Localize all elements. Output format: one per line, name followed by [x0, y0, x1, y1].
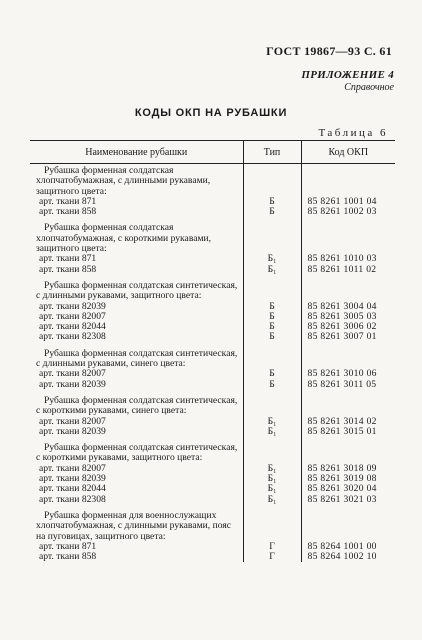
item-type: Б₁: [243, 427, 301, 437]
item-code: 85 8261 3007 01: [301, 332, 395, 342]
group-description: [30, 279, 243, 302]
item-type: Б: [243, 369, 301, 379]
appendix-label: ПРИЛОЖЕНИЕ 4: [301, 69, 394, 81]
group-description-text: Рубашка форменная для военнослужащих хлопчатобумажная, с длинными рукавами, пояс на пуговицах, защитного цвета:: [36, 509, 231, 542]
item-code: 85 8261 1010 03: [301, 254, 395, 264]
table-row: [30, 265, 395, 275]
item-type: Б₁: [243, 464, 301, 474]
group-description-row: [30, 509, 395, 542]
item-code: 85 8261 3011 05: [301, 380, 395, 390]
group-description-text: Рубашка форменная солдатская синтетическая, с длинными рукавами, защитного цвета:: [36, 279, 238, 302]
empty-cell: [301, 347, 395, 370]
table-row: [30, 552, 395, 562]
group-description: [30, 221, 243, 254]
item-code: 85 8261 3014 02: [301, 417, 395, 427]
item-name: арт. ткани 82039: [39, 300, 106, 312]
group-description: [30, 164, 243, 197]
table-body: [30, 164, 395, 563]
column-header-code: Код ОКП: [301, 141, 395, 164]
group-description-row: [30, 279, 395, 302]
item-name: арт. ткани 82007: [39, 310, 106, 322]
item-code: 85 8261 3004 04: [301, 302, 395, 312]
empty-cell: [243, 279, 301, 302]
item-type: Б: [243, 197, 301, 207]
group-description-text: Рубашка форменная солдатская синтетическая, с короткими рукавами, синего цвета:: [36, 394, 238, 417]
item-code: 85 8261 3015 01: [301, 427, 395, 437]
item-name: арт. ткани 82044: [39, 483, 106, 495]
empty-cell: [301, 279, 395, 302]
item-type: Г: [243, 552, 301, 562]
item-type: Б: [243, 322, 301, 332]
group-description: [30, 509, 243, 542]
item-code: 85 8261 3018 09: [301, 464, 395, 474]
item-name: арт. ткани 82007: [39, 462, 106, 474]
item-type: Б₁: [243, 484, 301, 494]
table-label: Таблица 6: [318, 127, 388, 139]
empty-cell: [243, 221, 301, 254]
item-type: Б₁: [243, 265, 301, 275]
item-type: Б₁: [243, 495, 301, 505]
item-code: 85 8261 3010 06: [301, 369, 395, 379]
group-description-text: Рубашка форменная солдатская синтетическая, с короткими рукавами, защитного цвета:: [36, 442, 238, 464]
item-name: арт. ткани 858: [39, 206, 97, 218]
empty-cell: [301, 394, 395, 417]
item-name: арт. ткани 82007: [39, 415, 106, 427]
item-name: арт. ткани 82044: [39, 321, 106, 333]
item-type: Б: [243, 380, 301, 390]
item-name: арт. ткани 82308: [39, 331, 106, 343]
page-title: КОДЫ ОКП НА РУБАШКИ: [134, 107, 288, 119]
item-name: арт. ткани 871: [39, 540, 97, 552]
table-row: [30, 427, 395, 437]
group-description: [30, 394, 243, 417]
empty-cell: [301, 441, 395, 464]
empty-cell: [243, 347, 301, 370]
item-name: арт. ткани 82308: [39, 493, 106, 505]
empty-cell: [301, 164, 395, 197]
empty-cell: [301, 509, 395, 542]
item-name: арт. ткани 871: [39, 195, 97, 207]
item-code: 85 8261 3006 02: [301, 322, 395, 332]
group-description: [30, 441, 243, 464]
okp-codes-table: [30, 140, 395, 562]
group-description-text: Рубашка форменная солдатская синтетическая, с длинными рукавами, синего цвета:: [36, 347, 238, 370]
empty-cell: [243, 509, 301, 542]
item-code: 85 8264 1002 10: [301, 552, 395, 562]
item-name: арт. ткани 82007: [39, 368, 106, 380]
column-header-type: Тип: [243, 141, 301, 164]
group-description-row: [30, 394, 395, 417]
group-description-row: [30, 347, 395, 370]
group-description-row: [30, 221, 395, 254]
item-name: арт. ткани 82039: [39, 473, 106, 485]
item-type: Б₁: [243, 254, 301, 264]
item-name: арт. ткани 858: [39, 551, 97, 563]
table-row: [30, 495, 395, 505]
item-type: Б: [243, 302, 301, 312]
table-row: [30, 332, 395, 342]
item-code: 85 8261 1001 04: [301, 197, 395, 207]
item-code: 85 8261 3019 08: [301, 474, 395, 484]
item-code: 85 8261 1011 02: [301, 265, 395, 275]
item-type: Б₁: [243, 474, 301, 484]
item-code: 85 8261 3005 03: [301, 312, 395, 322]
group-description-row: [30, 164, 395, 197]
empty-cell: [301, 221, 395, 254]
item-name: арт. ткани 82039: [39, 378, 106, 390]
item-code: 85 8264 1001 00: [301, 542, 395, 552]
item-type: Б₁: [243, 417, 301, 427]
group-description-text: Рубашка форменная солдатская хлопчатобумажная, с длинными рукавами, защитного цвета:: [36, 165, 211, 197]
table-row: [30, 207, 395, 217]
appendix-note: Справочное: [344, 82, 394, 93]
item-type: Б: [243, 312, 301, 322]
group-description-text: Рубашка форменная солдатская хлопчатобумажная, с короткими рукавами, защитного цвета:: [36, 222, 212, 255]
table-row: [30, 380, 395, 390]
group-description-row: [30, 441, 395, 464]
item-name: арт. ткани 82039: [39, 425, 106, 437]
group-description: [30, 347, 243, 370]
table-header-row: [30, 141, 395, 164]
item-type: Г: [243, 542, 301, 552]
empty-cell: [243, 164, 301, 197]
column-header-name: Наименование рубашки: [30, 141, 243, 164]
item-type: Б: [243, 207, 301, 217]
item-name: арт. ткани 858: [39, 263, 97, 275]
empty-cell: [243, 441, 301, 464]
item-code: 85 8261 3020 04: [301, 484, 395, 494]
page-header: ГОСТ 19867—93 С. 61: [266, 44, 392, 58]
item-code: 85 8261 3021 03: [301, 495, 395, 505]
item-code: 85 8261 1002 03: [301, 207, 395, 217]
item-type: Б: [243, 332, 301, 342]
item-name: арт. ткани 871: [39, 253, 97, 265]
empty-cell: [243, 394, 301, 417]
